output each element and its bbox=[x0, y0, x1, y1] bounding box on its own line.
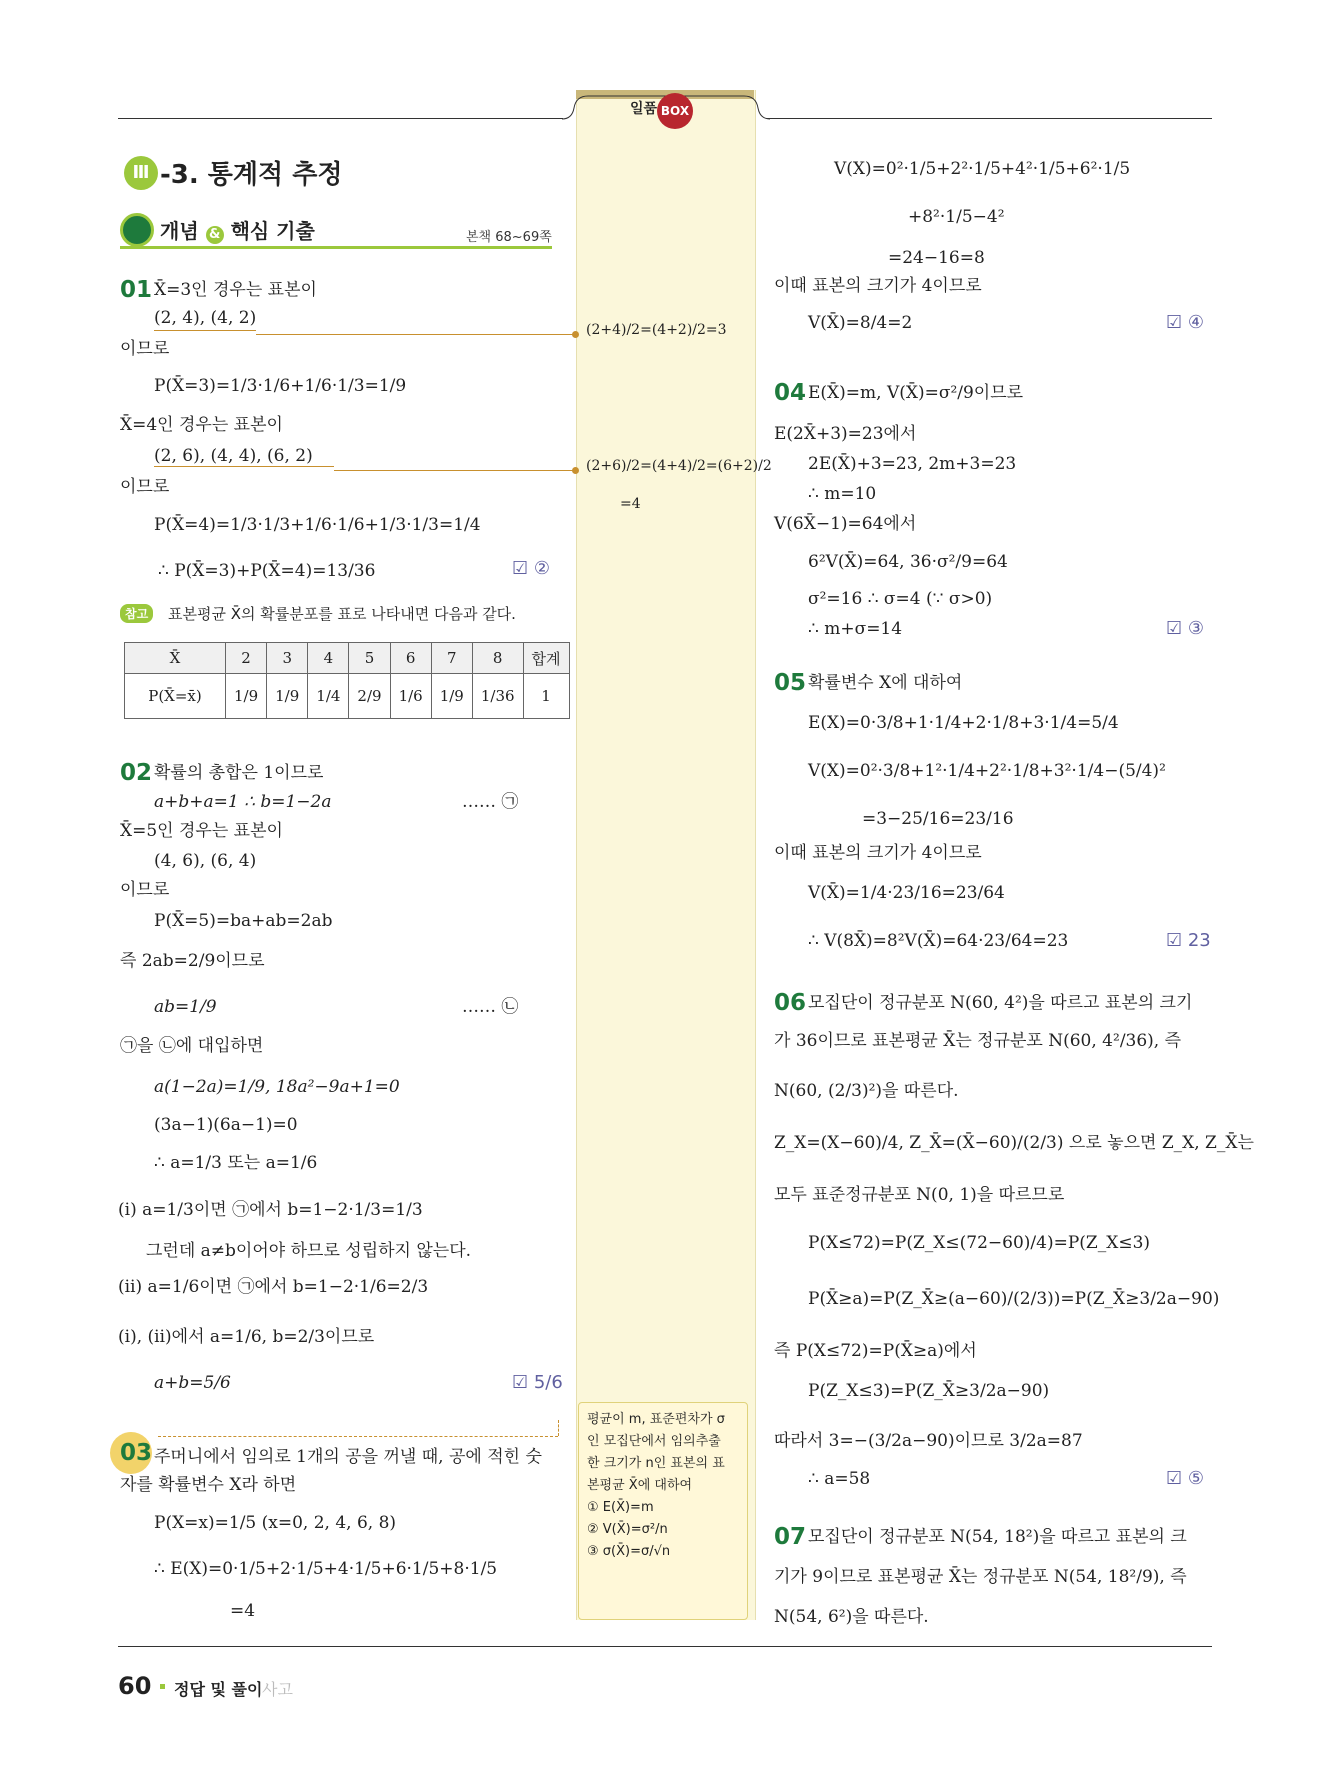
section-reference: 본책 68~69쪽 bbox=[466, 230, 552, 245]
problem-number-01: 01 bbox=[120, 277, 153, 303]
leader-dot-2 bbox=[572, 467, 579, 474]
p06-line: 즉 P(X≤72)=P(X̄≥a)에서 bbox=[774, 1341, 977, 1361]
p01-line-3: 이므로 bbox=[120, 339, 170, 359]
p02-answer-value: 5/6 bbox=[533, 1372, 563, 1393]
problem-number-06: 06 bbox=[774, 990, 807, 1016]
center-note-box bbox=[578, 1402, 748, 1620]
p04-line: ∴ m=10 bbox=[808, 484, 877, 504]
ampersand-icon: & bbox=[206, 226, 224, 244]
p06-line: P(Z_X≤3)=P(Z_X̄≥3/2a−90) bbox=[808, 1381, 1050, 1401]
p02-line: a+b+a=1 ∴ b=1−2a bbox=[154, 792, 332, 812]
p04-line: E(2X̄+3)=23에서 bbox=[774, 424, 917, 444]
r-p03-line: V(X)=0²·1/5+2²·1/5+4²·1/5+6²·1/5 bbox=[834, 159, 1131, 179]
p01-line-7: 이므로 bbox=[120, 477, 170, 497]
p07-line: 기가 9이므로 표본평균 X̄는 정규분포 N(54, 18²/9), 즉 bbox=[774, 1567, 1187, 1587]
p03-line: 주머니에서 임의로 1개의 공을 꺼낼 때, 공에 적힌 숫 bbox=[154, 1447, 542, 1467]
p03-line: =4 bbox=[230, 1601, 256, 1621]
p02-line: ㉠을 ㉡에 대입하면 bbox=[120, 1036, 264, 1056]
p05-line: V(X̄)=1/4·23/16=23/64 bbox=[808, 883, 1005, 903]
leader-line-1 bbox=[256, 334, 576, 335]
ref-tag: 참고 bbox=[120, 604, 153, 623]
center-column bbox=[576, 90, 756, 1620]
problem-number-03: 03 bbox=[120, 1440, 153, 1466]
bottom-rule bbox=[118, 1646, 1212, 1647]
p03-dashed-leader bbox=[158, 1436, 558, 1437]
p06-line: P(X≤72)=P(Z_X≤(72−60)/4)=P(Z_X≤3) bbox=[808, 1233, 1151, 1253]
distribution-table bbox=[124, 642, 570, 719]
footer-ghost-text: 사고 bbox=[262, 1680, 293, 1699]
problem-number-04: 04 bbox=[774, 380, 807, 406]
ref-note-text: 표본평균 X̄의 확률분포를 표로 나타내면 다음과 같다. bbox=[168, 605, 516, 623]
p06-line: ∴ a=58 bbox=[808, 1469, 871, 1489]
note-line: ③ σ(X̄)=σ/√n bbox=[587, 1544, 671, 1559]
section-icon bbox=[120, 213, 154, 247]
top-rule-right bbox=[766, 118, 1212, 119]
p04-line: 2E(X̄)+3=23, 2m+3=23 bbox=[808, 454, 1017, 474]
p07-line: N(54, 6²)을 따른다. bbox=[774, 1607, 929, 1627]
p06-line: 따라서 3=−(3/2a−90)이므로 3/2a=87 bbox=[774, 1431, 1083, 1451]
p05-line: V(X)=0²·3/8+1²·1/4+2²·1/8+3²·1/4−(5/4)² bbox=[808, 761, 1166, 781]
p02-line: 확률의 총합은 1이므로 bbox=[154, 763, 324, 783]
p03-dashed-leader-vertical bbox=[558, 1420, 559, 1436]
note-line: 본평균 X̄에 대하여 bbox=[587, 1478, 693, 1493]
p01-line-9: ∴ P(X̄=3)+P(X̄=4)=13/36 bbox=[158, 561, 376, 581]
p06-line: 가 36이므로 표본평균 X̄는 정규분포 N(60, 4²/36), 즉 bbox=[774, 1031, 1182, 1051]
p06-line: 모두 표준정규분포 N(0, 1)을 따르므로 bbox=[774, 1185, 1065, 1205]
page-number: 60 bbox=[118, 1672, 152, 1700]
p01-answer-value: ② bbox=[533, 558, 550, 579]
note-line: 평균이 m, 표준편차가 σ bbox=[587, 1412, 725, 1427]
p03-line: ∴ E(X)=0·1/5+2·1/5+4·1/5+6·1/5+8·1/5 bbox=[154, 1559, 498, 1579]
p02-line: (3a−1)(6a−1)=0 bbox=[154, 1115, 298, 1135]
problem-number-07: 07 bbox=[774, 1524, 807, 1550]
p06-answer: ☑ ⑤ bbox=[1166, 1468, 1204, 1489]
r-p03-line: +8²·1/5−4² bbox=[908, 207, 1005, 227]
problem-number-02: 02 bbox=[120, 760, 153, 786]
table-header-cell: 2 bbox=[226, 643, 267, 674]
p02-answer: ☑ 5/6 bbox=[512, 1372, 563, 1393]
table-cell: 1/36 bbox=[472, 674, 523, 719]
p06-line: Z_X=(X−60)/4, Z_X̄=(X̄−60)/(2/3) 으로 놓으면 Z_X, Z_X̄는 bbox=[774, 1133, 1254, 1153]
p01-line-4: P(X̄=3)=1/3·1/6+1/6·1/3=1/9 bbox=[154, 376, 407, 396]
note-line: 한 크기가 n인 표본의 표 bbox=[587, 1456, 725, 1471]
table-cell: 1/4 bbox=[308, 674, 349, 719]
r-p03-answer-value: ④ bbox=[1187, 312, 1204, 333]
r-p03-line: 이때 표본의 크기가 4이므로 bbox=[774, 276, 982, 296]
p05-line: =3−25/16=23/16 bbox=[862, 809, 1014, 829]
p01-line-8: P(X̄=4)=1/3·1/3+1/6·1/6+1/3·1/3=1/4 bbox=[154, 515, 481, 535]
top-rule-left bbox=[118, 118, 563, 119]
p02-mark-1: …… ㉠ bbox=[462, 792, 519, 812]
table-header-cell: X̄ bbox=[125, 643, 226, 674]
p01-answer: ☑ ② bbox=[512, 558, 550, 579]
p03-line: 자를 확률변수 X라 하면 bbox=[120, 1475, 297, 1495]
p01-line-1: X̄=3인 경우는 표본이 bbox=[154, 280, 317, 300]
r-p03-line: V(X̄)=8/4=2 bbox=[808, 313, 913, 333]
p02-line: 즉 2ab=2/9이므로 bbox=[120, 951, 265, 971]
center-note-2b: =4 bbox=[620, 496, 641, 512]
footer-label: 정답 및 풀이 bbox=[174, 1680, 263, 1699]
note-line: ① E(X̄)=m bbox=[587, 1500, 654, 1515]
table-header-cell: 4 bbox=[308, 643, 349, 674]
p02-line: a+b=5/6 bbox=[154, 1373, 231, 1393]
table-cell: 1 bbox=[523, 674, 569, 719]
table-header-cell: 6 bbox=[390, 643, 431, 674]
note-line: 인 모집단에서 임의추출 bbox=[587, 1434, 721, 1449]
p02-line: (ⅰ), (ⅱ)에서 a=1/6, b=2/3이므로 bbox=[118, 1327, 375, 1347]
leader-dot-1 bbox=[572, 331, 579, 338]
leader-underline-1 bbox=[154, 330, 256, 331]
p05-line: E(X)=0·3/8+1·1/4+2·1/8+3·1/4=5/4 bbox=[808, 713, 1119, 733]
p03-line: P(X=x)=1/5 (x=0, 2, 4, 6, 8) bbox=[154, 1513, 397, 1533]
center-note-2: (2+6)/2=(4+4)/2=(6+2)/2 bbox=[586, 458, 772, 474]
p06-line: N(60, (2/3)²)을 따른다. bbox=[774, 1081, 959, 1101]
p05-answer: ☑ 23 bbox=[1166, 930, 1211, 951]
p05-line: ∴ V(8X̄)=8²V(X̄)=64·23/64=23 bbox=[808, 931, 1069, 951]
p04-line: ∴ m+σ=14 bbox=[808, 619, 903, 639]
center-note-1: (2+4)/2=(4+2)/2=3 bbox=[586, 322, 727, 338]
leader-underline-2 bbox=[154, 466, 334, 467]
section-title bbox=[160, 215, 315, 244]
problem-number-05: 05 bbox=[774, 670, 807, 696]
table-header-cell: 3 bbox=[267, 643, 308, 674]
p07-line: 모집단이 정규분포 N(54, 18²)을 따르고 표본의 크 bbox=[808, 1527, 1187, 1547]
p02-line: ab=1/9 bbox=[154, 997, 217, 1017]
table-cell: P(X̄=x̄) bbox=[125, 674, 226, 719]
r-p03-answer: ☑ ④ bbox=[1166, 312, 1204, 333]
p04-line: 6²V(X̄)=64, 36·σ²/9=64 bbox=[808, 552, 1008, 572]
table-cell: 2/9 bbox=[349, 674, 390, 719]
badge-box-icon: BOX bbox=[657, 93, 693, 129]
section-title-a: 개념 bbox=[160, 219, 199, 243]
p04-line: σ²=16 ∴ σ=4 (∵ σ>0) bbox=[808, 589, 993, 609]
p02-line: 그런데 a≠b이어야 하므로 성립하지 않는다. bbox=[146, 1241, 472, 1261]
p02-line: P(X̄=5)=ba+ab=2ab bbox=[154, 911, 333, 931]
table-cell: 1/9 bbox=[226, 674, 267, 719]
p05-line: 이때 표본의 크기가 4이므로 bbox=[774, 843, 982, 863]
p02-line: (4, 6), (6, 4) bbox=[154, 851, 257, 871]
badge-label: 일품 bbox=[630, 101, 658, 117]
p01-line-5: X̄=4인 경우는 표본이 bbox=[120, 415, 283, 435]
section-title-b: 핵심 기출 bbox=[230, 219, 315, 243]
table-header-cell: 합계 bbox=[523, 643, 569, 674]
p02-line: ∴ a=1/3 또는 a=1/6 bbox=[154, 1153, 318, 1173]
table-header-cell: 8 bbox=[472, 643, 523, 674]
p02-line: 이므로 bbox=[120, 880, 170, 900]
table-cell: 1/6 bbox=[390, 674, 431, 719]
leader-line-2 bbox=[334, 470, 576, 471]
p06-answer-value: ⑤ bbox=[1187, 1468, 1204, 1489]
chapter-numeral-icon: Ⅲ bbox=[124, 156, 158, 190]
note-line: ② V(X̄)=σ²/n bbox=[587, 1522, 668, 1537]
table-header-cell: 5 bbox=[349, 643, 390, 674]
footer-bullet bbox=[160, 1684, 165, 1689]
p06-line: 모집단이 정규분포 N(60, 4²)을 따르고 표본의 크기 bbox=[808, 993, 1193, 1013]
p05-line: 확률변수 X에 대하여 bbox=[808, 673, 963, 693]
p04-answer: ☑ ③ bbox=[1166, 618, 1204, 639]
p01-line-6: (2, 6), (4, 4), (6, 2) bbox=[154, 446, 313, 466]
p02-line: a(1−2a)=1/9, 18a²−9a+1=0 bbox=[154, 1077, 400, 1097]
table-cell: 1/9 bbox=[431, 674, 472, 719]
table-header-cell: 7 bbox=[431, 643, 472, 674]
p04-line: E(X̄)=m, V(X̄)=σ²/9이므로 bbox=[808, 383, 1024, 403]
p02-line: (ⅱ) a=1/6이면 ㉠에서 b=1−2·1/6=2/3 bbox=[118, 1277, 429, 1297]
p02-line: (ⅰ) a=1/3이면 ㉠에서 b=1−2·1/3=1/3 bbox=[118, 1200, 423, 1220]
p06-line: P(X̄≥a)=P(Z_X̄≥(a−60)/(2/3))=P(Z_X̄≥3/2a−90) bbox=[808, 1289, 1220, 1309]
p02-line: X̄=5인 경우는 표본이 bbox=[120, 821, 283, 841]
p04-answer-value: ③ bbox=[1187, 618, 1204, 639]
section-underline bbox=[120, 246, 552, 249]
p02-mark-2: …… ㉡ bbox=[462, 997, 519, 1017]
p04-line: V(6X̄−1)=64에서 bbox=[774, 514, 917, 534]
r-p03-line: =24−16=8 bbox=[888, 248, 985, 268]
table-cell: 1/9 bbox=[267, 674, 308, 719]
p01-line-2: (2, 4), (4, 2) bbox=[154, 308, 257, 328]
p05-answer-value: 23 bbox=[1187, 930, 1211, 951]
chapter-title: -3. 통계적 추정 bbox=[160, 160, 343, 190]
